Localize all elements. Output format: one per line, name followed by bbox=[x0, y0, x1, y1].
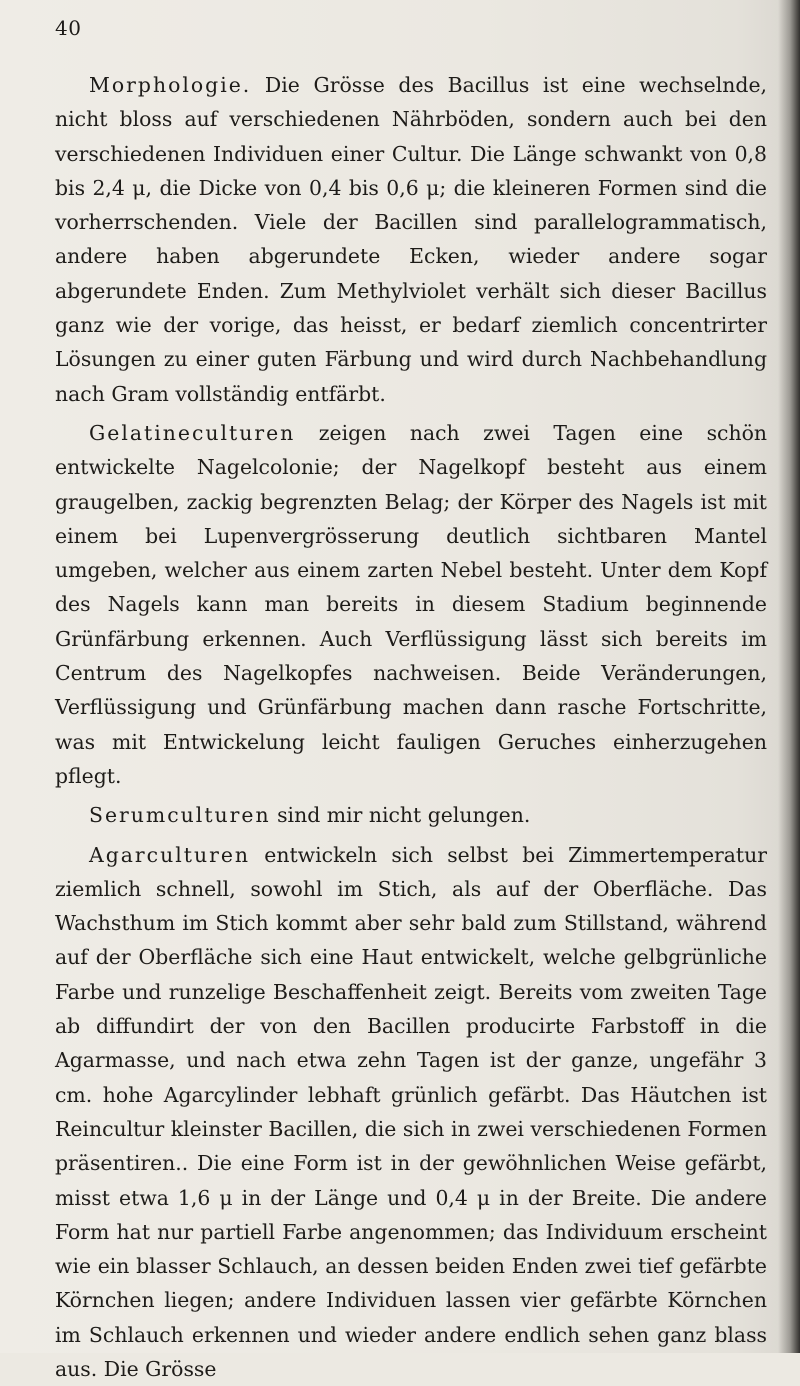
paragraph-text: zeigen nach zwei Tagen eine schön entwickelte Nagelcolonie; der Nagelkopf besteht aus einem graugelben, zackig begrenzten Belag; der Körper des Nagels ist mit einem bei Lupenvergrösserung deutlich sichtbaren Mantel umgeben, welcher aus einem zarten Nebel besteht. Unter dem Kopf des Nagels kann man bereits in diesem Stadium beginnende Grünfärbung erkennen. Auch Verflüssigung lässt sich bereits im Centrum des Nagelkopfes nachweisen. Beide Veränderungen, Verflüssigung und Grünfärbung machen dann rasche Fortschritte, was mit Entwickelung leicht fauligen Geruches einherzugehen pflegt. bbox=[55, 420, 767, 788]
paragraph-text: sind mir nicht gelungen. bbox=[270, 803, 531, 828]
paragraph-morphologie bbox=[55, 68, 767, 411]
body-text bbox=[55, 68, 767, 1386]
paragraph-text: Die Grösse des Bacillus ist eine wechselnde, nicht bloss auf verschiedenen Nährböden, sondern auch bei den verschiedenen Individuen einer Cultur. Die Länge schwankt von 0,8 bis 2,4 μ, die Dicke von 0,4 bis 0,6 μ; die kleineren Formen sind die vorherrschenden. Viele der Bacillen sind parallelogrammatisch, andere haben abgerundete Ecken, wieder andere sogar abgerundete Enden. Zum Methylviolet verhält sich dieser Bacillus ganz wie der vorige, das heisst, er bedarf ziemlich concentrirter Lösungen zu einer guten Färbung und wird durch Nachbehandlung nach Gram vollständig entfärbt. bbox=[55, 73, 767, 406]
paragraph-lead: Agarculturen bbox=[89, 842, 251, 867]
paragraph-text: entwickeln sich selbst bei Zimmertemperatur ziemlich schnell, sowohl im Stich, als auf der Oberfläche. Das Wachsthum im Stich kommt aber sehr bald zum Stillstand, während auf der Oberfläche sich eine Haut entwickelt, welche gelbgrünliche Farbe und runzelige Beschaffenheit zeigt. Bereits vom zweiten Tage ab diffundirt der von den Bacillen producirte Farbstoff in die Agarmasse, und nach etwa zehn Tagen ist der ganze, ungefähr 3 cm. hohe Agarcylinder lebhaft grünlich gefärbt. Das Häutchen ist Reincultur kleinster Bacillen, die sich in zwei verschiedenen Formen präsentiren.. Die eine Form ist in der gewöhnlichen Weise gefärbt, misst etwa 1,6 μ in der Länge und 0,4 μ in der Breite. Die andere Form hat nur partiell Farbe angenommen; das Individuum erscheint wie ein blasser Schlauch, an dessen beiden Enden zwei tief gefärbte Körnchen liegen; andere Individuen lassen vier gefärbte Körnchen im Schlauch erkennen und wieder andere endlich sehen ganz blass aus. Die Grösse bbox=[55, 842, 767, 1381]
page-number: 40 bbox=[55, 16, 82, 40]
paragraph-agarculturen bbox=[55, 838, 767, 1386]
paragraph-lead: Serumculturen bbox=[89, 803, 271, 828]
paragraph-lead: Morphologie. bbox=[89, 73, 252, 97]
paragraph-gelatineculturen bbox=[55, 416, 767, 793]
paragraph-lead: Gelatineculturen bbox=[89, 420, 296, 445]
paragraph-serumculturen bbox=[55, 798, 767, 832]
page-edge-shadow bbox=[778, 0, 800, 1353]
